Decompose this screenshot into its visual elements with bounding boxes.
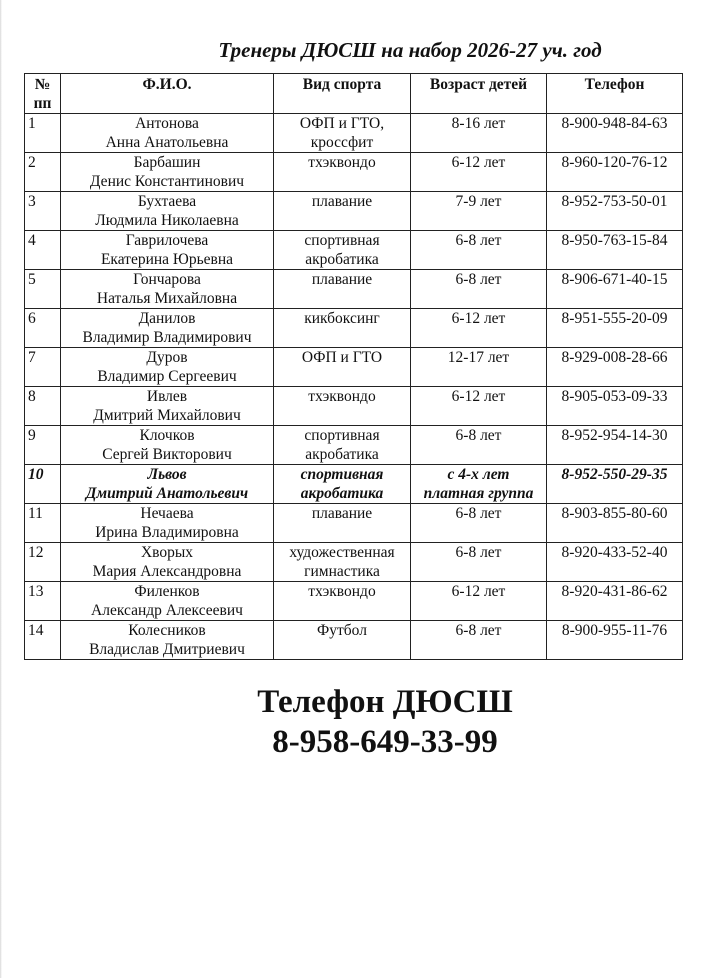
cell-num: 9 — [25, 426, 61, 465]
cell-phone: 8-903-855-80-60 — [547, 504, 683, 543]
cell-sport: тхэквондо — [274, 387, 411, 426]
cell-name: Бухтаева Людмила Николаевна — [61, 192, 274, 231]
cell-phone: 8-900-948-84-63 — [547, 114, 683, 153]
cell-sport: плавание — [274, 504, 411, 543]
cell-sport: спортивная акробатика — [274, 465, 411, 504]
cell-age: 6-12 лет — [411, 309, 547, 348]
cell-age: с 4-х лет платная группа — [411, 465, 547, 504]
cell-age: 6-8 лет — [411, 621, 547, 660]
cell-phone: 8-952-954-14-30 — [547, 426, 683, 465]
page-edge — [0, 0, 2, 978]
cell-phone: 8-952-550-29-35 — [547, 465, 683, 504]
cell-phone: 8-906-671-40-15 — [547, 270, 683, 309]
cell-sport: плавание — [274, 192, 411, 231]
cell-age: 6-12 лет — [411, 582, 547, 621]
cell-sport: ОФП и ГТО, кроссфит — [274, 114, 411, 153]
cell-name: Антонова Анна Анатольевна — [61, 114, 274, 153]
table-row — [25, 309, 683, 348]
cell-name: Гаврилочева Екатерина Юрьевна — [61, 231, 274, 270]
cell-sport: спортивная акробатика — [274, 426, 411, 465]
cell-age: 6-8 лет — [411, 504, 547, 543]
cell-num: 2 — [25, 153, 61, 192]
table-row — [25, 465, 683, 504]
cell-name: Дуров Владимир Сергеевич — [61, 348, 274, 387]
contact-phone-number: 8-958-649-33-99 — [272, 724, 498, 760]
table-row — [25, 582, 683, 621]
header-sport: Вид спорта — [274, 74, 411, 114]
table-row — [25, 192, 683, 231]
cell-name: Барбашин Денис Константинович — [61, 153, 274, 192]
cell-num: 11 — [25, 504, 61, 543]
cell-age: 6-8 лет — [411, 426, 547, 465]
cell-num: 4 — [25, 231, 61, 270]
table-body — [25, 114, 683, 660]
cell-sport: плавание — [274, 270, 411, 309]
cell-name: Хворых Мария Александровна — [61, 543, 274, 582]
cell-sport: Футбол — [274, 621, 411, 660]
cell-age: 6-8 лет — [411, 270, 547, 309]
header-age: Возраст детей — [411, 74, 547, 114]
cell-name: Филенков Александр Алексеевич — [61, 582, 274, 621]
cell-num: 3 — [25, 192, 61, 231]
cell-name: Гончарова Наталья Михайловна — [61, 270, 274, 309]
cell-name: Колесников Владислав Дмитриевич — [61, 621, 274, 660]
cell-sport: кикбоксинг — [274, 309, 411, 348]
cell-age: 7-9 лет — [411, 192, 547, 231]
table-row — [25, 621, 683, 660]
cell-num: 5 — [25, 270, 61, 309]
cell-name: Данилов Владимир Владимирович — [61, 309, 274, 348]
table-row — [25, 270, 683, 309]
table-row — [25, 114, 683, 153]
cell-phone: 8-920-433-52-40 — [547, 543, 683, 582]
cell-age: 6-12 лет — [411, 387, 547, 426]
table-header-row — [25, 74, 683, 114]
table-row — [25, 504, 683, 543]
cell-name: Львов Дмитрий Анатольевич — [61, 465, 274, 504]
cell-sport: тхэквондо — [274, 153, 411, 192]
cell-phone: 8-960-120-76-12 — [547, 153, 683, 192]
cell-age: 6-8 лет — [411, 543, 547, 582]
cell-name: Нечаева Ирина Владимировна — [61, 504, 274, 543]
table-row — [25, 153, 683, 192]
header-name: Ф.И.О. — [61, 74, 274, 114]
table-row — [25, 231, 683, 270]
cell-sport: тхэквондо — [274, 582, 411, 621]
cell-name: Клочков Сергей Викторович — [61, 426, 274, 465]
cell-num: 13 — [25, 582, 61, 621]
cell-num: 6 — [25, 309, 61, 348]
table-row — [25, 387, 683, 426]
cell-sport: спортивная акробатика — [274, 231, 411, 270]
cell-phone: 8-920-431-86-62 — [547, 582, 683, 621]
cell-sport: ОФП и ГТО — [274, 348, 411, 387]
header-num: № пп — [25, 74, 61, 114]
cell-phone: 8-950-763-15-84 — [547, 231, 683, 270]
table-row — [25, 426, 683, 465]
cell-age: 8-16 лет — [411, 114, 547, 153]
cell-num: 7 — [25, 348, 61, 387]
page-title: Тренеры ДЮСШ на набор 2026-27 уч. год — [218, 38, 602, 62]
cell-num: 12 — [25, 543, 61, 582]
coaches-table — [24, 73, 683, 660]
cell-num: 8 — [25, 387, 61, 426]
cell-num: 10 — [25, 465, 61, 504]
cell-phone: 8-905-053-09-33 — [547, 387, 683, 426]
cell-phone: 8-951-555-20-09 — [547, 309, 683, 348]
table-row — [25, 348, 683, 387]
cell-phone: 8-952-753-50-01 — [547, 192, 683, 231]
header-phone: Телефон — [547, 74, 683, 114]
table-row — [25, 543, 683, 582]
cell-phone: 8-929-008-28-66 — [547, 348, 683, 387]
cell-phone: 8-900-955-11-76 — [547, 621, 683, 660]
cell-age: 6-12 лет — [411, 153, 547, 192]
cell-sport: художественная гимнастика — [274, 543, 411, 582]
contact-label: Телефон ДЮСШ — [257, 684, 513, 720]
cell-num: 1 — [25, 114, 61, 153]
cell-age: 6-8 лет — [411, 231, 547, 270]
cell-age: 12-17 лет — [411, 348, 547, 387]
cell-num: 14 — [25, 621, 61, 660]
cell-name: Ивлев Дмитрий Михайлович — [61, 387, 274, 426]
